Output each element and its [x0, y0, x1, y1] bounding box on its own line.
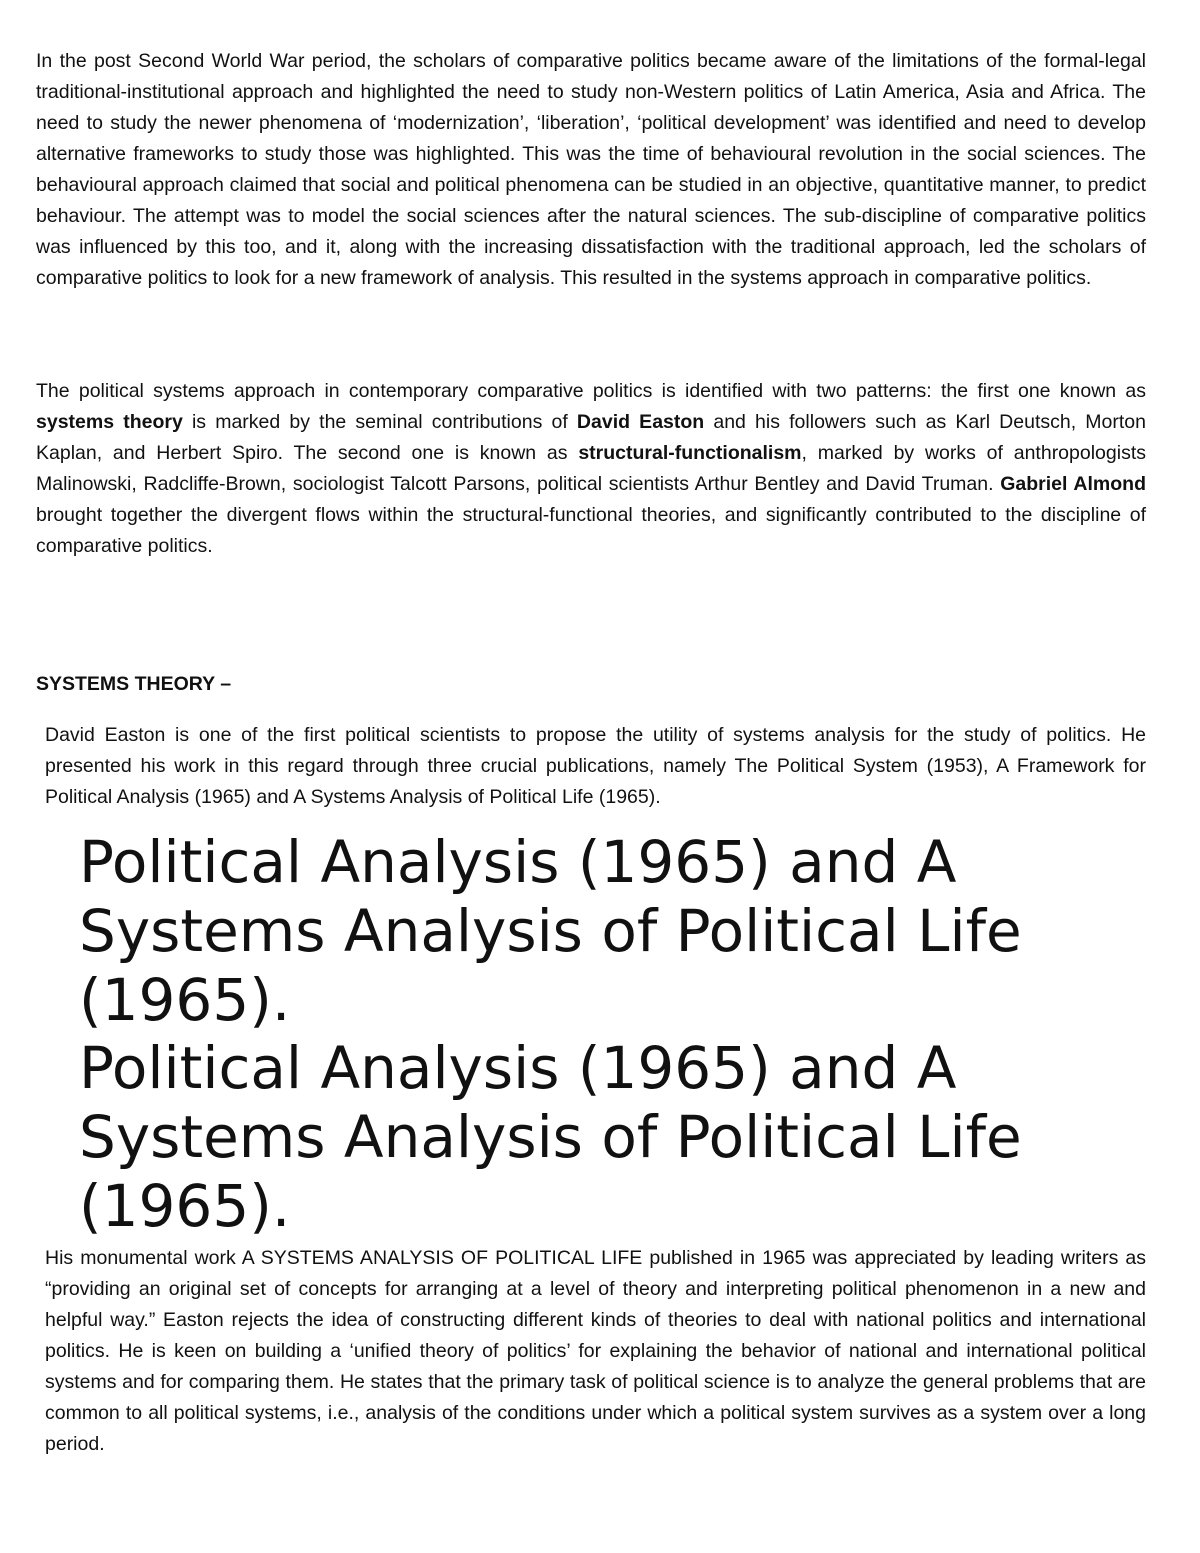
bold-term-systems-theory: systems theory: [36, 411, 183, 433]
bold-term-structural-functionalism: structural-functionalism: [578, 442, 802, 464]
large-text-block: Political Analysis (1965) and A Systems Analysis of Political Life (1965).: [79, 828, 1022, 1034]
bold-term-david-easton: David Easton: [576, 411, 705, 433]
bold-term-gabriel-almond: Gabriel Almond: [1000, 473, 1146, 495]
paragraph-text: is marked by the seminal contributions of: [182, 411, 577, 433]
large-text-block: Political Analysis (1965) and A Systems Analysis of Political Life (1965).: [79, 1034, 1022, 1240]
paragraph-text: , marked by works of anthropologists Malinowski, Radcliffe-Brown, sociologist Talcott Parsons, political scientists Arthur Bentley and David Truman.: [36, 442, 1146, 495]
paragraph-text: brought together the divergent flows within the structural-functional theories, and significantly contributed to the discipline of comparative politics.: [36, 504, 1146, 557]
intro-paragraph: In the post Second World War period, the scholars of comparative politics became aware of the limitations of the formal-legal traditional-institutional approach and highlighted the need to study non-Western politics of Latin America, Asia and Africa. The need to study the newer phenomena of ‘modernization’, ‘liberation’, ‘political development’ was identified and need to develop alternative frameworks to study those was highlighted. This was the time of behavioural revolution in the social sciences. The behavioural approach claimed that social and political phenomena can be studied in an objective, quantitative manner, to predict behaviour. The attempt was to model the social sciences after the natural sciences. The sub-discipline of comparative politics was influenced by this too, and it, along with the increasing dissatisfaction with the traditional approach, led the scholars of comparative politics to look for a new framework of analysis. This resulted in the systems approach in comparative politics.: [36, 50, 1146, 289]
easton-paragraph: David Easton is one of the first political scientists to propose the utility of systems analysis for the study of politics. He presented his work in this regard through three crucial publications, namely The Political System (1953), A Framework for Political Analysis (1965) and A Systems Analysis of Political Life (1965).: [45, 724, 1146, 808]
section-heading: SYSTEMS THEORY –: [36, 673, 232, 695]
systems-approach-paragraph: [36, 376, 1146, 562]
paragraph-text: The political systems approach in contemporary comparative politics is identified with two patterns: the first one known as: [36, 380, 1146, 402]
monumental-work-paragraph: His monumental work A SYSTEMS ANALYSIS OF POLITICAL LIFE published in 1965 was appreciated by leading writers as “providing an original set of concepts for arranging at a level of theory and interpreting political phenomenon in a new and helpful way.” Easton rejects the idea of constructing different kinds of theories to deal with national politics and international politics. He is keen on building a ‘unified theory of politics’ for explaining the behavior of national and international political systems and for comparing them. He states that the primary task of political science is to analyze the general problems that are common to all political systems, i.e., analysis of the conditions under which a political system survives as a system over a long period.: [45, 1247, 1146, 1455]
paragraph-text: and his followers such as Karl Deutsch, Morton Kaplan, and Herbert Spiro. The second one is known as: [36, 411, 1146, 464]
